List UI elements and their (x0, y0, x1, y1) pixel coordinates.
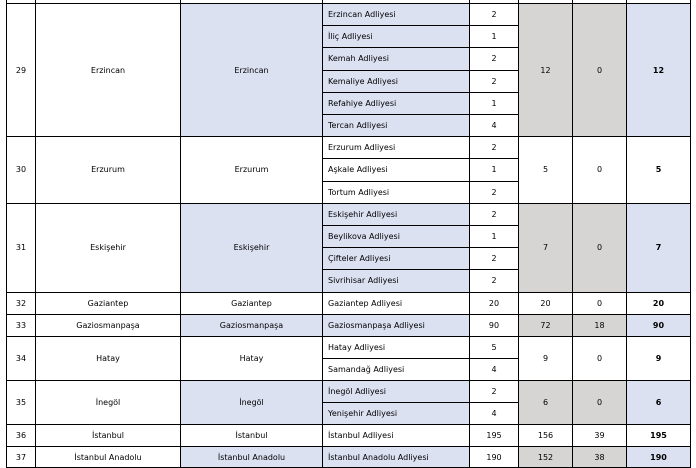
total-cell: 195 (626, 424, 690, 446)
province-cell: Eskişehir (35, 203, 180, 292)
total-cell: 20 (626, 292, 690, 314)
total-cell: 9 (626, 336, 690, 380)
court-name-cell: Refahiye Adliyesi (322, 92, 469, 114)
province-cell: İnegöl (35, 380, 180, 424)
commission-cell: İstanbul (180, 424, 322, 446)
col5-value-cell: 9 (518, 336, 572, 380)
commission-cell: Erzurum (180, 136, 322, 203)
court-name-cell: Çifteler Adliyesi (322, 247, 469, 269)
col5-value-cell: 152 (518, 446, 572, 468)
court-count-cell: 1 (469, 158, 518, 180)
table-right-border (690, 0, 691, 468)
column-divider (322, 0, 323, 3)
court-count-cell: 2 (469, 181, 518, 203)
row-number-cell: 36 (6, 424, 35, 446)
col5-value-cell: 72 (518, 314, 572, 336)
column-divider (469, 0, 470, 3)
court-count-cell: 4 (469, 402, 518, 424)
court-name-cell: İliç Adliyesi (322, 25, 469, 47)
commission-cell: Gaziantep (180, 292, 322, 314)
court-count-cell: 2 (469, 203, 518, 225)
court-name-cell: İnegöl Adliyesi (322, 380, 469, 402)
province-cell: Hatay (35, 336, 180, 380)
row-number-cell: 37 (6, 446, 35, 468)
col6-value-cell: 39 (572, 424, 626, 446)
commission-cell: Gaziosmanpaşa (180, 314, 322, 336)
court-count-cell: 90 (469, 314, 518, 336)
court-count-cell: 1 (469, 225, 518, 247)
commission-cell: Hatay (180, 336, 322, 380)
col6-value-cell: 0 (572, 336, 626, 380)
court-count-cell: 2 (469, 136, 518, 158)
commission-cell: Erzincan (180, 3, 322, 136)
court-count-cell: 4 (469, 114, 518, 136)
column-divider (35, 0, 36, 3)
column-divider (690, 0, 691, 3)
court-name-cell: Kemah Adliyesi (322, 47, 469, 69)
court-count-cell: 2 (469, 247, 518, 269)
court-count-cell: 1 (469, 92, 518, 114)
col5-value-cell: 5 (518, 136, 572, 203)
column-divider (572, 0, 573, 3)
total-cell: 7 (626, 203, 690, 292)
col5-value-cell: 6 (518, 380, 572, 424)
court-count-cell: 4 (469, 358, 518, 380)
province-cell: Erzincan (35, 3, 180, 136)
row-number-cell: 33 (6, 314, 35, 336)
row-number-cell: 34 (6, 336, 35, 380)
court-name-cell: İstanbul Anadolu Adliyesi (322, 446, 469, 468)
court-count-cell: 2 (469, 3, 518, 25)
court-name-cell: Gaziantep Adliyesi (322, 292, 469, 314)
row-number-cell: 35 (6, 380, 35, 424)
court-name-cell: İstanbul Adliyesi (322, 424, 469, 446)
court-name-cell: Eskişehir Adliyesi (322, 203, 469, 225)
court-count-cell: 1 (469, 25, 518, 47)
col6-value-cell: 0 (572, 203, 626, 292)
col6-value-cell: 0 (572, 292, 626, 314)
col6-value-cell: 0 (572, 380, 626, 424)
province-cell: Gaziosmanpaşa (35, 314, 180, 336)
total-cell: 90 (626, 314, 690, 336)
col6-value-cell: 38 (572, 446, 626, 468)
column-divider (518, 0, 519, 3)
court-count-cell: 2 (469, 47, 518, 69)
court-name-cell: Kemaliye Adliyesi (322, 70, 469, 92)
commission-cell: İnegöl (180, 380, 322, 424)
col6-value-cell: 0 (572, 136, 626, 203)
court-count-cell: 20 (469, 292, 518, 314)
court-name-cell: Yenişehir Adliyesi (322, 402, 469, 424)
total-cell: 5 (626, 136, 690, 203)
court-count-cell: 195 (469, 424, 518, 446)
court-name-cell: Sivrihisar Adliyesi (322, 269, 469, 291)
court-count-cell: 5 (469, 336, 518, 358)
court-name-cell: Samandağ Adliyesi (322, 358, 469, 380)
total-cell: 12 (626, 3, 690, 136)
province-cell: Erzurum (35, 136, 180, 203)
total-cell: 6 (626, 380, 690, 424)
col5-value-cell: 12 (518, 3, 572, 136)
row-number-cell: 32 (6, 292, 35, 314)
commission-cell: İstanbul Anadolu (180, 446, 322, 468)
column-divider (626, 0, 627, 3)
court-name-cell: Erzincan Adliyesi (322, 3, 469, 25)
col5-value-cell: 7 (518, 203, 572, 292)
total-cell: 190 (626, 446, 690, 468)
court-name-cell: Aşkale Adliyesi (322, 158, 469, 180)
row-number-cell: 31 (6, 203, 35, 292)
court-name-cell: Hatay Adliyesi (322, 336, 469, 358)
row-number-cell: 30 (6, 136, 35, 203)
province-cell: İstanbul Anadolu (35, 446, 180, 468)
col6-value-cell: 18 (572, 314, 626, 336)
row-number-cell: 29 (6, 3, 35, 136)
court-count-cell: 2 (469, 70, 518, 92)
province-cell: Gaziantep (35, 292, 180, 314)
column-divider (6, 0, 7, 3)
province-cell: İstanbul (35, 424, 180, 446)
court-name-cell: Erzurum Adliyesi (322, 136, 469, 158)
court-name-cell: Gaziosmanpaşa Adliyesi (322, 314, 469, 336)
court-count-cell: 2 (469, 380, 518, 402)
court-name-cell: Beylikova Adliyesi (322, 225, 469, 247)
court-name-cell: Tercan Adliyesi (322, 114, 469, 136)
court-count-cell: 2 (469, 269, 518, 291)
col5-value-cell: 156 (518, 424, 572, 446)
col5-value-cell: 20 (518, 292, 572, 314)
col6-value-cell: 0 (572, 3, 626, 136)
court-name-cell: Tortum Adliyesi (322, 181, 469, 203)
column-divider (180, 0, 181, 3)
court-count-cell: 190 (469, 446, 518, 468)
commission-cell: Eskişehir (180, 203, 322, 292)
